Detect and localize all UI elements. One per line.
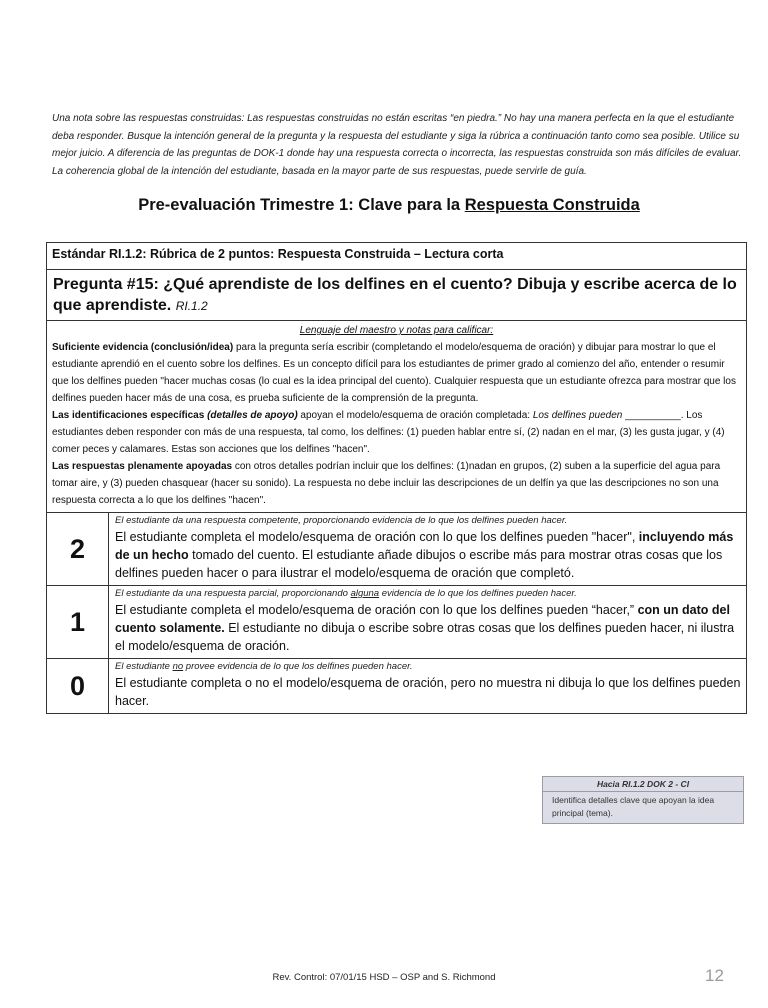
notes-p1-label: Suficiente evidencia (conclusión/idea) — [52, 342, 234, 353]
score-detail — [115, 601, 741, 655]
score-description — [109, 513, 747, 586]
standard-row — [47, 243, 747, 270]
notes-p2-label: Las identificaciones específicas — [52, 410, 205, 421]
score-row-2 — [47, 513, 747, 586]
question — [47, 270, 747, 321]
score-description — [109, 659, 747, 714]
score-detail — [115, 528, 741, 582]
score-summary-underline: no — [172, 661, 184, 672]
notes-paragraph-1 — [52, 339, 741, 407]
standard-tag-header: Hacia RI.1.2 DOK 2 - CI — [543, 777, 743, 792]
score-value: 2 — [47, 513, 109, 586]
score-value: 1 — [47, 586, 109, 659]
question-ref: RI.1.2 — [175, 299, 208, 313]
score-detail-b: tomado del cuento. El estudiante añade dibujos o escribe más para mostrar otras cosas que los delfines pueden hacer o para ilustrar el modelo/esquema de oración que completó. — [115, 548, 723, 580]
score-detail-bold: con un dato del cuento solamente. — [115, 603, 730, 635]
notes-p2-text-a: apoyan el modelo/esquema de oración completada: — [297, 410, 533, 421]
score-detail-b: El estudiante no dibuja o escribe sobre otras cosas que los delfines pueden hacer, ni ilustra el modelo/esquema de oración. — [115, 621, 735, 653]
notes-p1-text: para la pregunta sería escribir (completando el modelo/esquema de oración) y dibujar para mostrar lo que el estudiante aprendió en el cuento sobre los delfines. Es un concepto difícil para los estudiantes de primer grado al comienzo del año, entender o resumir que los delfines pueden "hacer muchas cosas (lo cual es la idea principal del cuento). Cualquier respuesta que un estudiante ofrezca para mostrar que los delfines pueden hacer más de una cosa, es prueba suficiente de la comprensión de la pregunta. — [52, 342, 736, 404]
title-part1: Pre-evaluación Trimestre 1: Clave para la — [138, 196, 465, 214]
page-title — [52, 196, 726, 215]
question-row — [47, 270, 747, 321]
score-detail-a: El estudiante completa o no el modelo/esquema de oración, pero no muestra ni dibuja lo que los delfines pueden hacer. — [115, 676, 741, 708]
score-summary-b: evidencia de lo que los delfines pueden hacer. — [379, 588, 577, 599]
score-summary — [115, 587, 741, 601]
score-row-1 — [47, 586, 747, 659]
page-number: 12 — [705, 966, 724, 985]
notes-paragraph-3 — [52, 458, 741, 509]
score-summary-a: El estudiante — [115, 661, 173, 672]
constructed-response-note: Una nota sobre las respuestas construidas: Las respuestas construidas no están escritas “en piedra.” No hay una manera perfecta en la que el estudiante deba responder. Busque la intención general de la pregunta y la respuesta del estudiante y siga la rúbrica a continuación tanto como sea posible. Utilice su mejor juicio. A diferencia de las preguntas de DOK-1 donde hay una respuesta correcta o incorrecta, las respuestas construida son más difíciles de evaluar. La coherencia global de la intención del estudiante, basada en la mayor parte de sus respuestas, puede servirle de guía. — [52, 113, 742, 177]
teacher-notes-row — [47, 321, 747, 513]
score-summary — [115, 660, 741, 674]
standard-tag-body: Identifica detalles clave que apoyan la idea principal (tema). — [552, 795, 715, 818]
notes-p2-label-italic: (detalles de apoyo) — [204, 410, 298, 421]
question-text: Pregunta #15: ¿Qué aprendiste de los delfines en el cuento? Dibuja y escribe acerca de lo que aprendiste. — [53, 276, 737, 314]
teacher-notes — [47, 321, 747, 513]
score-description — [109, 586, 747, 659]
notes-paragraph-2 — [52, 407, 741, 458]
score-row-0 — [47, 659, 747, 714]
score-summary: El estudiante da una respuesta competente, proporcionando evidencia de lo que los delfines pueden hacer. — [115, 515, 568, 526]
notes-p3-label: Las respuestas plenamente apoyadas — [52, 461, 233, 472]
rubric-table — [46, 242, 747, 714]
notes-p3-text: con otros detalles podrían incluir que los delfines: (1)nadan en grupos, (2) suben a la superficie del agua para tomar aire, y (3) pueden chasquear (hacer su sonido). La respuesta no debe incluir las descripciones de un delfín ya que las descripciones no son una respuesta correcta a lo que los delfines "hacen". — [52, 461, 721, 506]
score-summary-a: El estudiante da una respuesta parcial, proporcionando — [115, 588, 351, 599]
score-detail-bold: incluyendo más de un hecho — [115, 530, 734, 562]
score-value: 0 — [47, 659, 109, 714]
footer-revision: Rev. Control: 07/01/15 HSD – OSP and S. Richmond — [272, 972, 496, 983]
score-detail — [115, 674, 741, 710]
standard-tag-box — [542, 776, 744, 824]
notes-p2-italic: Los delfines pueden — [532, 410, 623, 421]
notes-p2-text-b: __________. Los estudiantes deben responder con más de una respuesta, tal como, los delfines: (1) pueden hablar entre sí, (2) nadan en el mar, (3) les gusta jugar, y (4) comer peces y calamares. Estas son acciones que los delfines "hacen". — [52, 410, 725, 455]
standard-label: Estándar RI.1.2: Rúbrica de 2 puntos: Respuesta Construida – Lectura corta — [47, 243, 747, 270]
score-detail-a: El estudiante completa el modelo/esquema de oración con lo que los delfines pueden "hacer", — [115, 530, 639, 544]
teacher-notes-heading: Lenguaje del maestro y notas para calificar: — [299, 325, 494, 336]
score-summary-underline: alguna — [350, 588, 380, 599]
score-summary-b: provee evidencia de lo que los delfines pueden hacer. — [183, 661, 413, 672]
score-detail-a: El estudiante completa el modelo/esquema de oración con lo que los delfines pueden “hacer,” — [115, 603, 638, 617]
title-part2: Respuesta Construida — [464, 196, 640, 214]
